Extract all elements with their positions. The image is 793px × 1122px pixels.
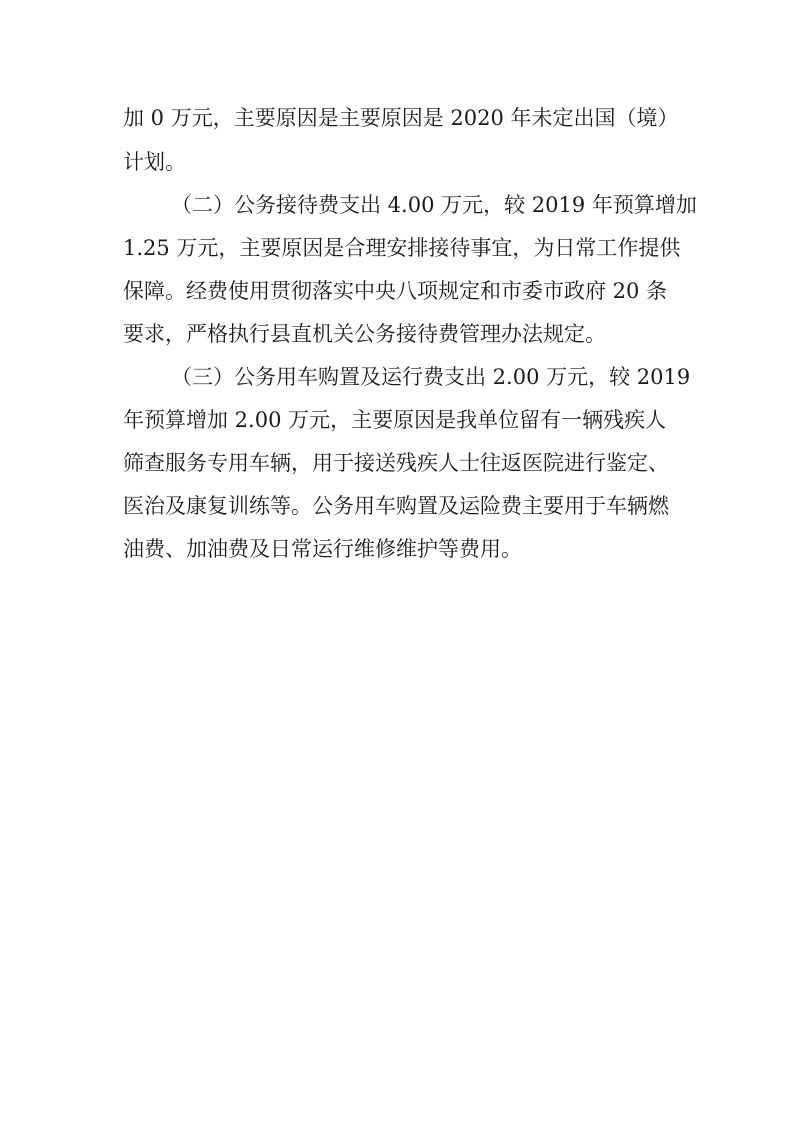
text-line bbox=[0, 226, 793, 270]
text-line bbox=[0, 183, 793, 227]
text-line bbox=[0, 312, 793, 356]
paragraph-1-line-1: 加 0 万元，主要原因是主要原因是 2020 年未定出国（境） bbox=[123, 106, 679, 130]
text-line bbox=[0, 441, 793, 485]
paragraph-2-line-2: 1.25 万元，主要原因是合理安排接待事宜，为日常工作提供 bbox=[123, 236, 681, 260]
paragraph-3-line-1: （三）公务用车购置及运行费支出 2.00 万元，较 2019 bbox=[171, 365, 691, 389]
text-line bbox=[0, 398, 793, 442]
paragraph-2-line-1: （二）公务接待费支出 4.00 万元，较 2019 年预算增加 bbox=[171, 193, 697, 217]
paragraph-3-line-5: 油费、加油费及日常运行维修维护等费用。 bbox=[123, 537, 522, 561]
paragraph-3-line-3: 筛查服务专用车辆，用于接送残疾人士往返医院进行鉴定、 bbox=[123, 451, 669, 475]
paragraph-2-line-4: 要求，严格执行县直机关公务接待费管理办法规定。 bbox=[123, 322, 606, 346]
text-line bbox=[0, 527, 793, 571]
text-line bbox=[0, 355, 793, 399]
text-line bbox=[0, 140, 793, 184]
text-line bbox=[0, 484, 793, 528]
paragraph-3-line-2: 年预算增加 2.00 万元，主要原因是我单位留有一辆残疾人 bbox=[123, 408, 667, 432]
paragraph-2-line-3: 保障。经费使用贯彻落实中央八项规定和市委市政府 20 条 bbox=[123, 279, 668, 303]
paragraph-1-line-2: 计划。 bbox=[123, 150, 186, 174]
text-line bbox=[0, 269, 793, 313]
paragraph-3-line-4: 医治及康复训练等。公务用车购置及运险费主要用于车辆燃 bbox=[123, 494, 669, 518]
text-line bbox=[0, 96, 793, 140]
